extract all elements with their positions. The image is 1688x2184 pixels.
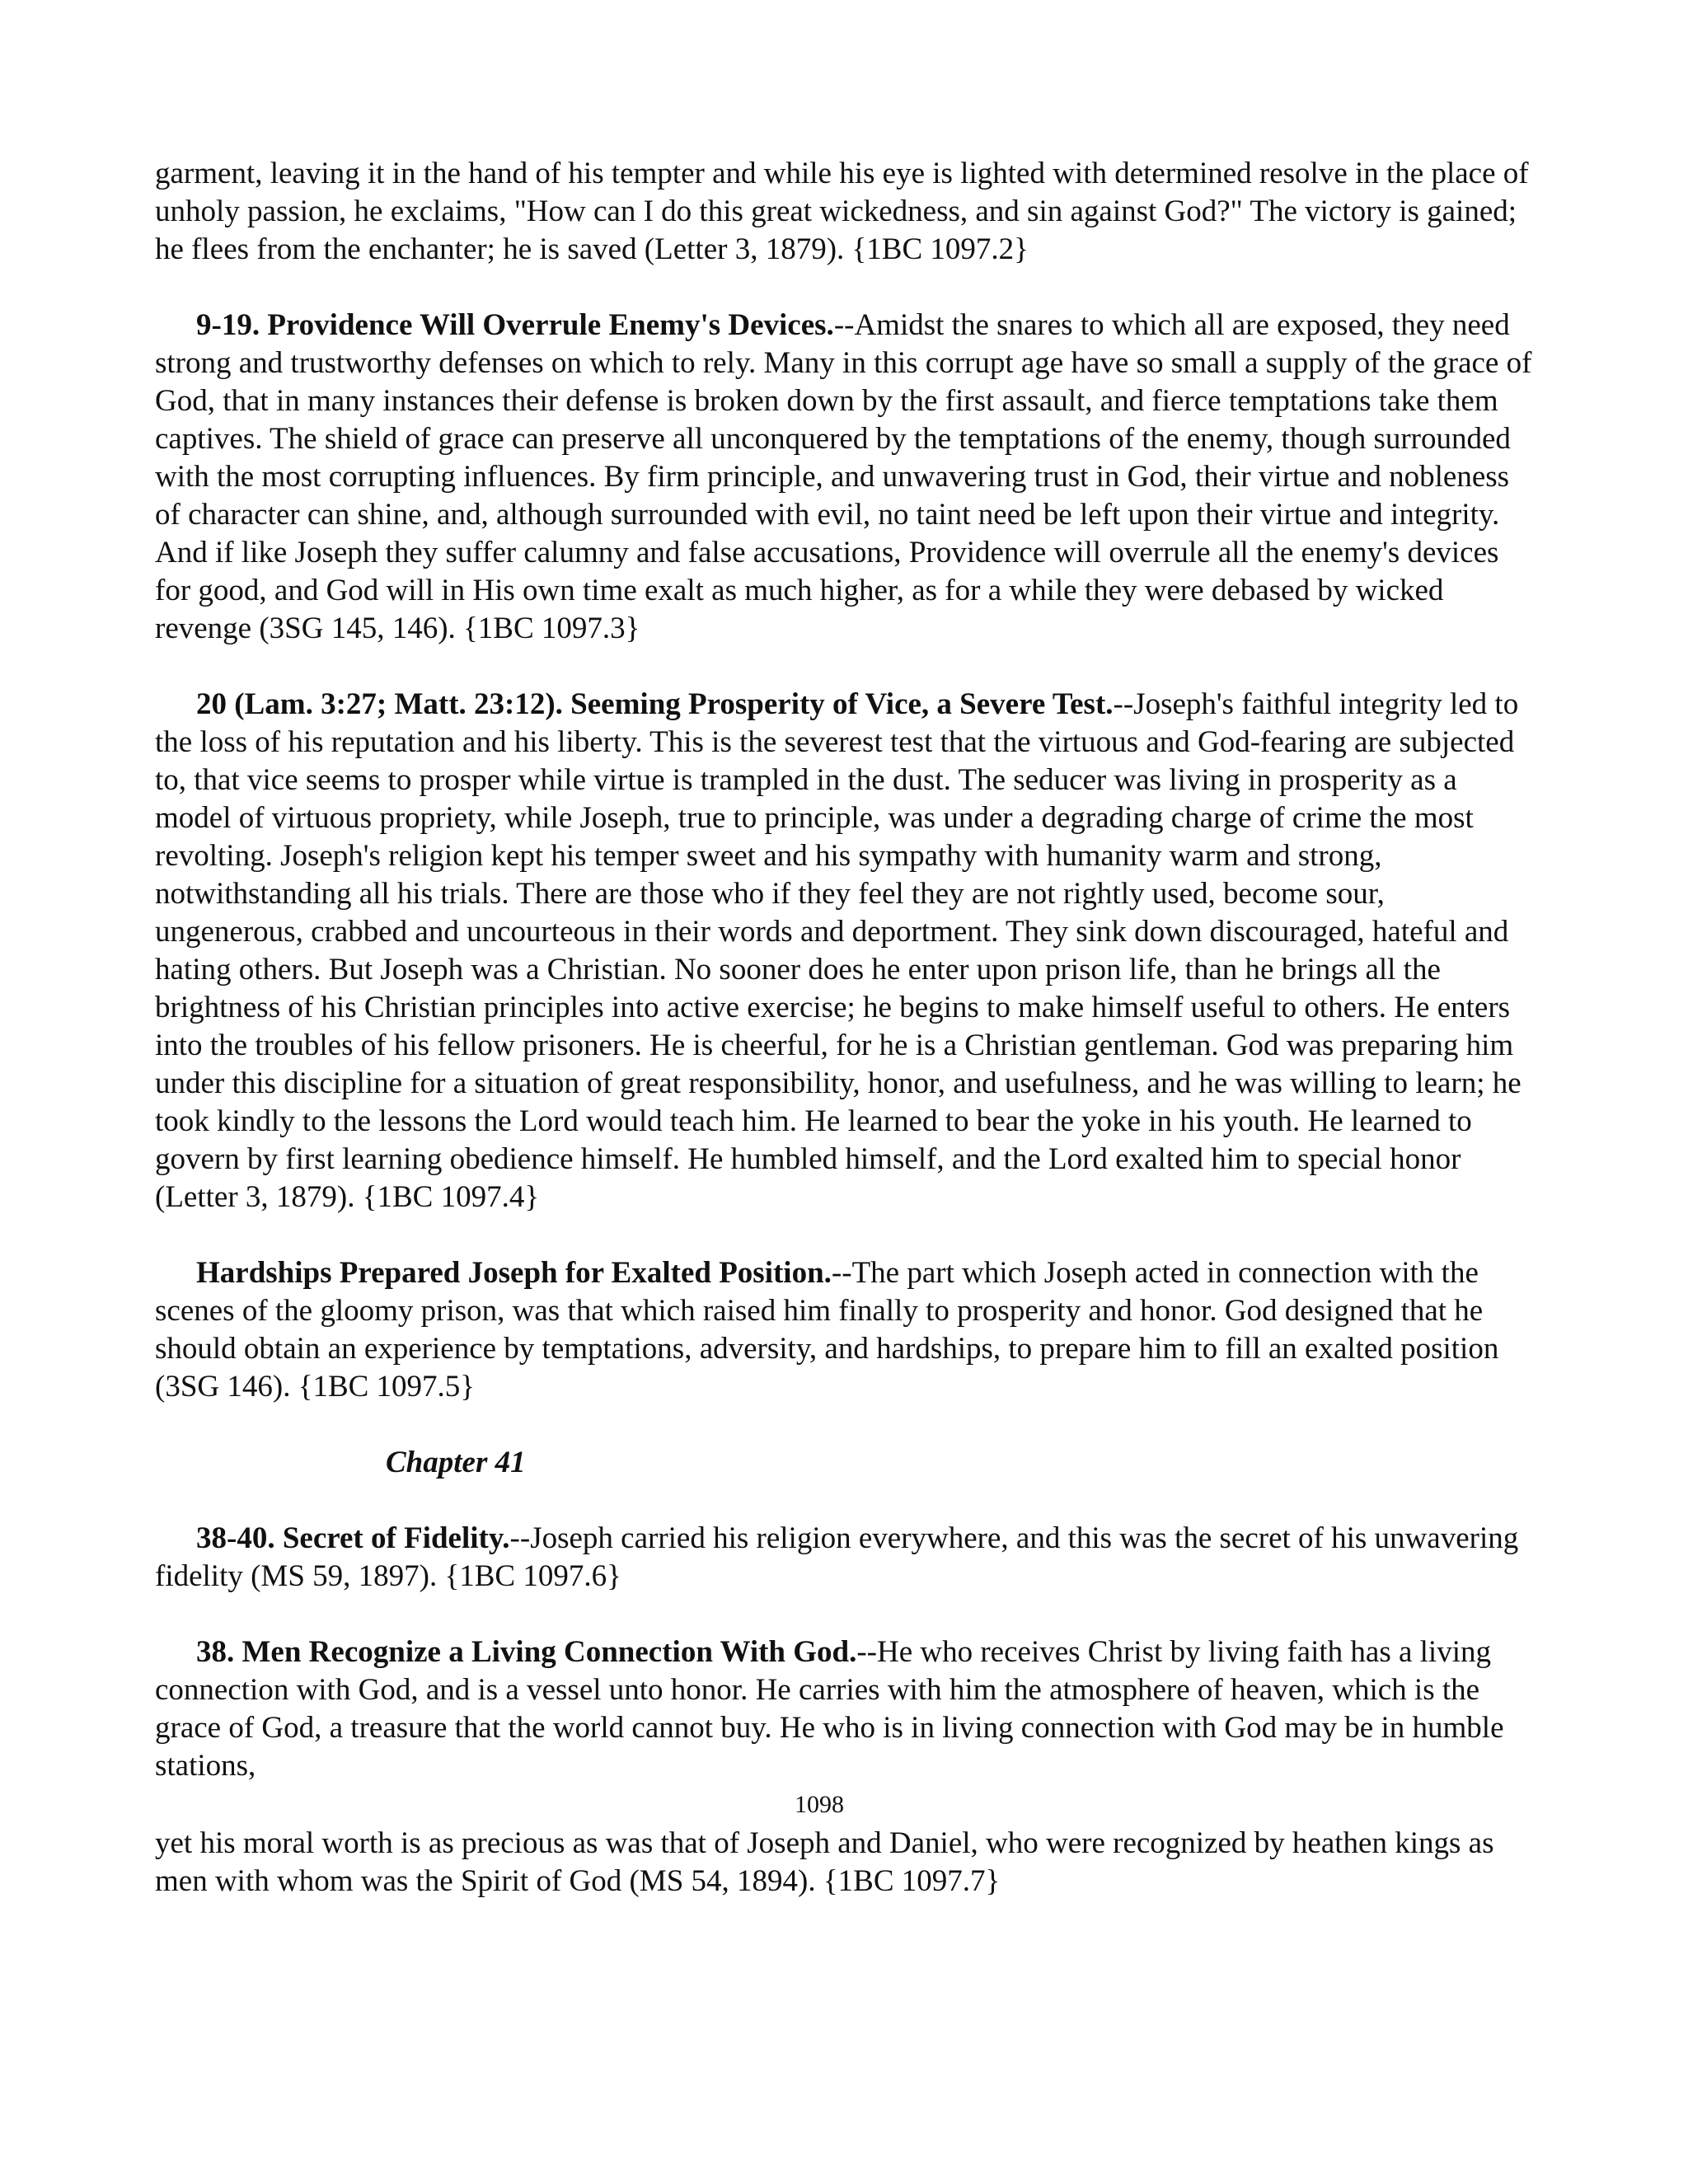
paragraph-heading: 9-19. Providence Will Overrule Enemy's Devices. [196, 308, 834, 342]
paragraph-body: --Joseph's faithful integrity led to the loss of his reputation and his liberty. This is the severest test that the virtuous and God-fearing are subjected to, that vice seems to prosper while virtue is trampled in the dust. The seducer was living in prosperity as a model of virtuous propriety, while Joseph, true to principle, was under a degrading charge of crime the most revolting. Joseph's religion kept his temper sweet and his sympathy with humanity warm and strong, notwithstanding all his trials. There are those who if they feel they are not rightly used, become sour, ungenerous, crabbed and uncourteous in their words and deportment. They sink down discouraged, hateful and hating others. But Joseph was a Christian. No sooner does he enter upon prison life, than he brings all the brightness of his Christian principles into active exercise; he begins to make himself useful to others. He enters into the troubles of his fellow prisoners. He is cheerful, for he is a Christian gentleman. God was preparing him under this discipline for a situation of great responsibility, honor, and usefulness, and he was willing to learn; he took kindly to the lessons the Lord would teach him. He learned to bear the yoke in his youth. He learned to govern by first learning obedience himself. He humbled himself, and the Lord exalted him to special honor (Letter 3, 1879). {1BC 1097.4} [155, 687, 1522, 1214]
paragraph-heading: 38. Men Recognize a Living Connection With God. [196, 1635, 857, 1669]
document-page [155, 155, 1533, 1900]
paragraph-heading: Hardships Prepared Joseph for Exalted Position. [196, 1256, 832, 1290]
paragraph-continuation: yet his moral worth is as precious as was that of Joseph and Daniel, who were recognized by heathen kings as men with whom was the Spirit of God (MS 54, 1894). {1BC 1097.7} [155, 1826, 1494, 1898]
chapter-heading: Chapter 41 [386, 1446, 526, 1479]
paragraph-body: garment, leaving it in the hand of his tempter and while his eye is lighted with determined resolve in the place of unholy passion, he exclaims, "How can I do this great wickedness, and sin against God?" The victory is gained; he flees from the enchanter; he is saved (Letter 3, 1879). {1BC 1097.2} [155, 157, 1529, 266]
paragraph-body: --He who receives Christ by living faith has a living connection with God, and is a vessel unto honor. He carries with him the atmosphere of heaven, which is the grace of God, a treasure that the world cannot buy. He who is in living connection with God may be in humble stations, [155, 1635, 1504, 1783]
paragraph-1097-5 [155, 1254, 1533, 1406]
paragraph-heading: 38-40. Secret of Fidelity. [196, 1521, 510, 1555]
paragraph-heading: 20 (Lam. 3:27; Matt. 23:12). Seeming Prosperity of Vice, a Severe Test. [196, 687, 1114, 721]
paragraph-body: --The part which Joseph acted in connection with the scenes of the gloomy prison, was that which raised him finally to prosperity and honor. God designed that he should obtain an experience by temptations, adversity, and hardships, to prepare him to fill an exalted position (3SG 146). {1BC 1097.5} [155, 1256, 1499, 1404]
paragraph-1097-7 [155, 1633, 1533, 1785]
paragraph-1097-2 [155, 155, 1533, 269]
paragraph-1097-4 [155, 686, 1533, 1216]
paragraph-body: --Joseph carried his religion everywhere, and this was the secret of his unwavering fidelity (MS 59, 1897). {1BC 1097.6} [155, 1521, 1519, 1593]
page-number: 1098 [795, 1791, 844, 1818]
paragraph-body: --Amidst the snares to which all are exposed, they need strong and trustworthy defenses on which to rely. Many in this corrupt age have so small a supply of the grace of God, that in many instances their defense is broken down by the first assault, and fierce temptations take them captives. The shield of grace can preserve all unconquered by the temptations of the enemy, though surrounded with the most corrupting influences. By firm principle, and unwavering trust in God, their virtue and nobleness of character can shine, and, although surrounded with evil, no taint need be left upon their virtue and integrity. And if like Joseph they suffer calumny and false accusations, Providence will overrule all the enemy's devices for good, and God will in His own time exalt as much higher, as for a while they were debased by wicked revenge (3SG 145, 146). {1BC 1097.3} [155, 308, 1532, 645]
paragraph-1097-3 [155, 307, 1533, 648]
paragraph-1097-6 [155, 1520, 1533, 1596]
